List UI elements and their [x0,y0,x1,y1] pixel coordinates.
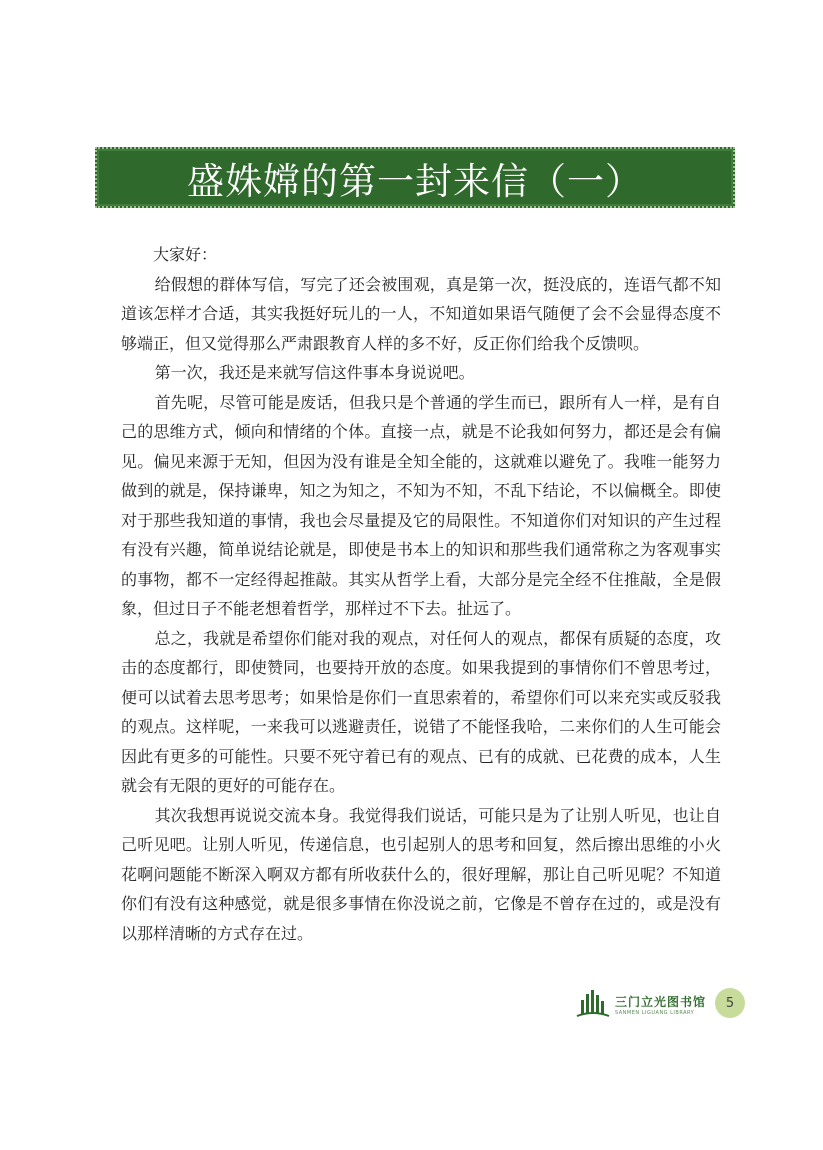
page-title: 盛姝嫦的第一封来信（一） [187,159,643,203]
paragraph-1: 给假想的群体写信，写完了还会被围观，真是第一次，挺没底的，连语气都不知道该怎样才合适，其实我挺好玩儿的一人，不知道如果语气随便了会不会显得态度不够端正，但又觉得那么严肃跟教育人样的多不好，反正你们给我个反馈呗。 [121,274,721,353]
title-banner [95,147,735,208]
page-number-badge: 5 [715,988,745,1018]
paragraph-2: 第一次，我还是来就写信这件事本身说说吧。 [154,363,475,382]
letter-body [121,240,721,948]
library-name-cn: 三门立光图书馆 [615,994,707,1009]
library-logo [575,985,706,1023]
greeting: 大家好： [153,245,218,264]
library-name-en: SANMEN LIGUANG LIBRARY [615,1009,695,1016]
paragraph-5: 其次我想再说说交流本身。我觉得我们说话，可能只是为了让别人听见，也让自己听见吧。让别人听见，传递信息，也引起别人的思考和回复，然后擦出思维的小火花啊问题能不断深入啊双方都有所收获什么的，很好理解，那让自己听见呢？不知道你们有没有这种感觉，就是很多事情在你没说之前，它像是不曾存在过的，或是没有以那样清晰的方式存在过。 [121,805,721,943]
library-buildings-logo-icon [575,986,611,1022]
paragraph-3: 首先呢，尽管可能是废话，但我只是个普通的学生而已，跟所有人一样，是有自己的思维方式，倾向和情绪的个体。直接一点，就是不论我如何努力，都还是会有偏见。偏见来源于无知，但因为没有谁是全知全能的，这就难以避免了。我唯一能努力做到的就是，保持谦卑，知之为知之，不知为不知，不乱下结论，不以偏概全。即使对于那些我知道的事情，我也会尽量提及它的局限性。不知道你们对知识的产生过程有没有兴趣，简单说结论就是，即使是书本上的知识和那些我们通常称之为客观事实的事物，都不一定经得起推敲。其实从哲学上看，大部分是完全经不住推敲，全是假象，但过日子不能老想着哲学，那样过不下去。扯远了。 [121,392,721,618]
paragraph-4: 总之，我就是希望你们能对我的观点，对任何人的观点，都保有质疑的态度，攻击的态度都行，即使赞同，也要持开放的态度。如果我提到的事情你们不曾思考过，便可以试着去思考思考；如果恰是你们一直思索着的，希望你们可以来充实或反驳我的观点。这样呢，一来我可以逃避责任，说错了不能怪我哈，二来你们的人生可能会因此有更多的可能性。只要不死守着已有的观点、已有的成就、已花费的成本，人生就会有无限的更好的可能存在。 [121,628,721,795]
